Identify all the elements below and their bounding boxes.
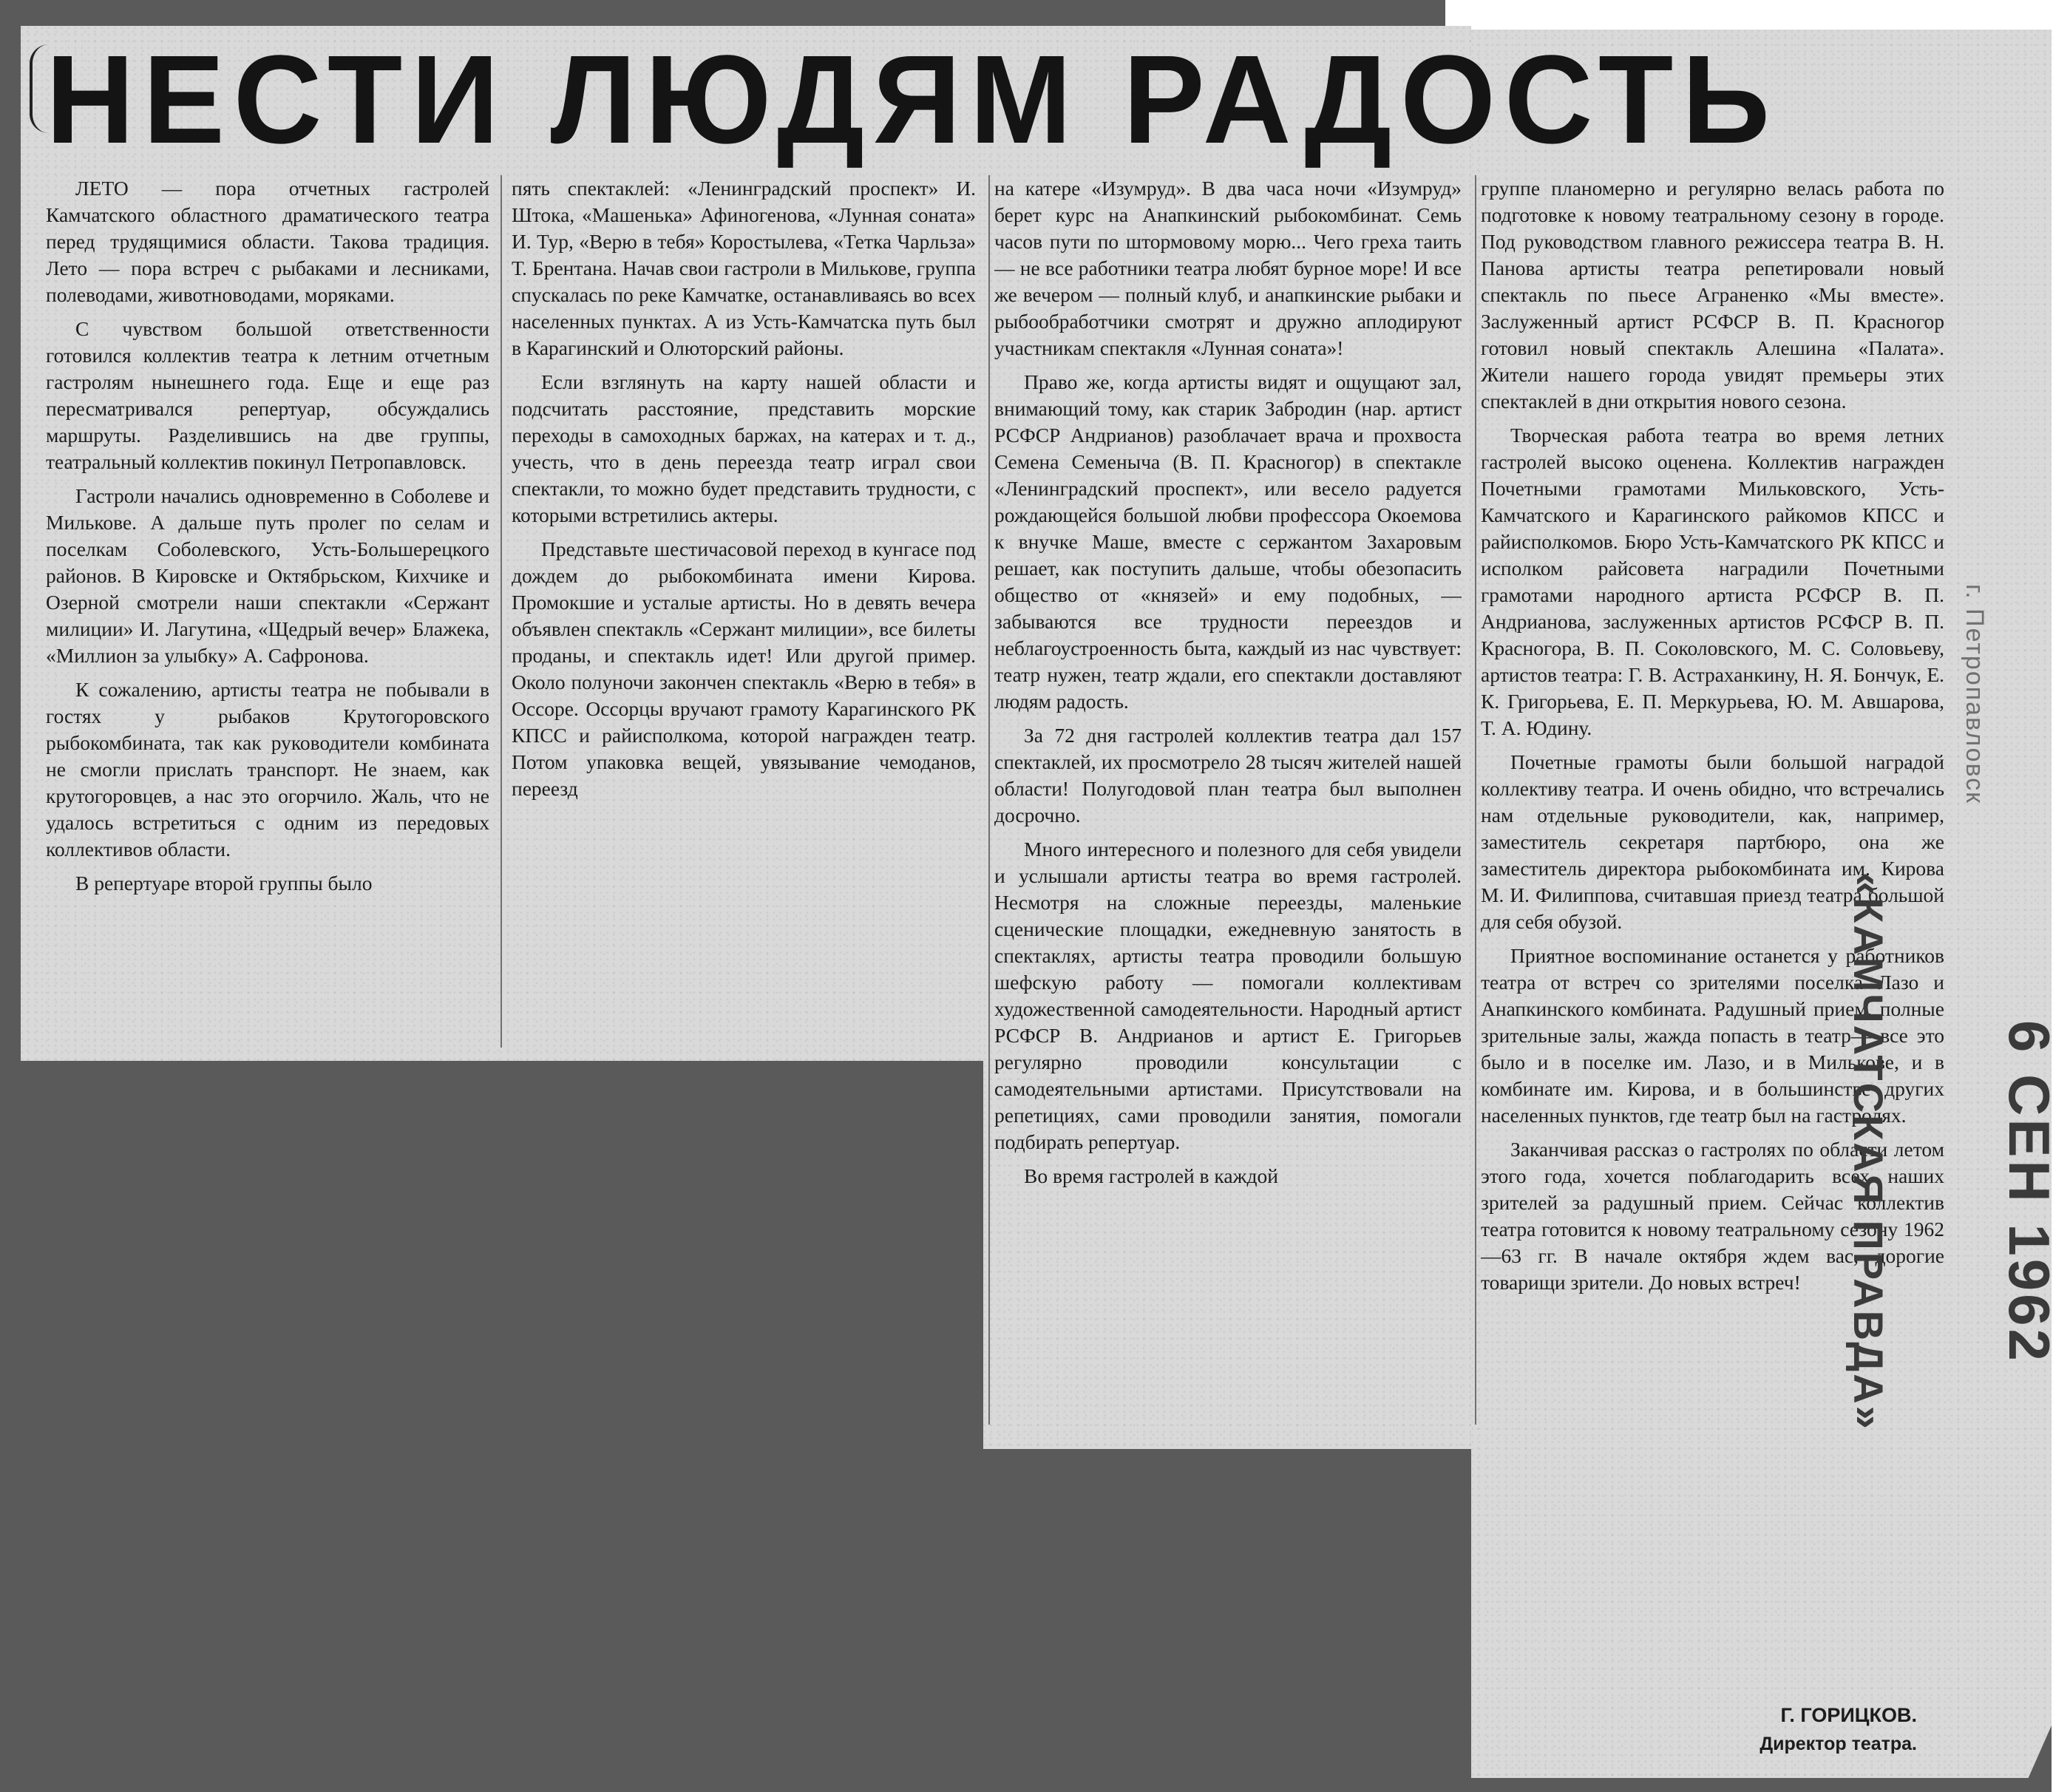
paragraph: Заканчивая рассказ о гастролях по области летом этого года, хочется поблагодарить всех наших зрителей за радушный прием. Сейчас коллектив театра готовится к новому театральному сезону 1962—63 гг. В начале октября ждем вас, дорогие товарищи зрители. До новых встреч! <box>1481 1138 1944 1294</box>
paragraph: группе планомерно и регулярно велась работа по подготовке к новому театральному сезону в городе. Под руководством главного режиссера театра В. Н. Панова артисты театра репетировали новый спектакль по пьесе Аграненко «Мы вместе». Заслуженный артист РСФСР В. П. Красногор готовил новый спектакль Алешина «Палата». Жители нашего города увидят премьеры этих спектаклей в дни открытия нового сезона. <box>1481 177 1944 413</box>
column-rule <box>988 175 990 1425</box>
paragraph: ЛЕТО — пора отчетных гастролей Камчатского областного драматического театра перед трудящимися области. Такова традиция. Лето — пора встреч с рыбаками и лесниками, полеводами, животноводами, моряками. <box>46 177 489 306</box>
source-stamp: «КАМЧАТСКАЯ ПРАВДА» <box>1845 872 1892 1431</box>
article-headline: НЕСТИ ЛЮДЯМ РАДОСТЬ <box>46 30 1779 170</box>
paragraph: Почетные грамоты были большой наградой коллективу театра. И очень обидно, что встречались нам отдельные руководители, как, например, заместитель секретаря партбюро, она же заместитель директора рыбокомбината им. Кирова М. И. Филиппова, считавшая приезд театра большой для себя обузой. <box>1481 750 1944 933</box>
article-column-1 <box>46 175 489 1055</box>
paragraph: В репертуаре второй группы было <box>75 872 373 895</box>
paragraph: Право же, когда артисты видят и ощущают зал, внимающий тому, как старик Забродин (нар. артист РСФСР Андрианов) разоблачает врача и прохвоста Семена Семеныча (В. П. Красногор) в спектакле «Ленинградский проспект», или весело радуется рождающейся большой любви профессора Окоемова к внучке Маше, вместе с сержантом Захаровым решает, как поступить дальше, чтобы обезопасить общество от «князей» и ему подобных, — забываются все трудности переездов и неблагоустроенность быта, каждый из нас чувствует: театр нужен, театр ждали, его спектакли доставляют людям радость. <box>994 370 1462 713</box>
paragraph: Много интересного и полезного для себя увидели и услышали артисты театра во время гастролей. Несмотря на сложные переезды, маленькие сценические площадки, ежедневную занятость в спектаклях, артисты театра проводили большую шефскую работу — помогали коллективам художественной самодеятельности. Народный артист РСФСР В. Андрианов и артист Е. Григорьев регулярно проводили консультации с самодеятельными артистами. Присутствовали на репетициях, сами проводили занятия, помогали подбирать репертуар. <box>994 838 1462 1153</box>
scan-margin-top <box>1445 0 2070 30</box>
source-city-stamp: г. Петропавловск <box>1961 584 1989 805</box>
article-column-2 <box>512 175 976 1055</box>
date-stamp: 6 СЕН 1962 <box>1997 1020 2062 1364</box>
paragraph: К сожалению, артисты театра не побывали в гостях у рыбаков Крутогоровского рыбокомбината, так как руководители комбината не смогли прислать транспорт. Не знаем, как крутогоровцев, а нас это огорчило. Жаль, что не удалось встретиться с одним из передовых коллективов области. <box>46 678 489 861</box>
column-rule <box>500 175 502 1048</box>
paragraph: на катере «Изумруд». В два часа ночи «Изумруд» берет курс на Анапкинский рыбокомбинат. Семь часов пути по штормовому морю... Чего греха таить — не все работники театра любят бурное море! И все же вечером — полный клуб, и анапкинские рыбаки и рыбообработчики смотрят и дружно аплодируют участникам спектакля «Лунная соната»! <box>994 177 1462 359</box>
paragraph: За 72 дня гастролей коллектив театра дал 157 спектаклей, их просмотрело 28 тысяч жителей нашей области! Полугодовой план театра был выполнен досрочно. <box>994 724 1462 827</box>
author-role: Директор театра. <box>1760 1734 1917 1754</box>
paragraph: Если взглянуть на карту нашей области и подсчитать расстояние, представить морские переходы в самоходных баржах, на катерах и т. д., учесть, что в день переезда театр играл свои спектакли, то можно будет представить трудности, с которыми встретились актеры. <box>512 370 976 526</box>
scan-margin-right <box>2052 0 2070 1792</box>
paragraph: Творческая работа театра во время летних гастролей высоко оценена. Коллектив награжден Почетными грамотами Мильковского, Усть-Камчатского и Карагинского райкомов КПСС и райисполкомов. Бюро Усть-Камчатского РК КПСС и исполком райсовета наградили Почетными грамотами народного артиста РСФСР В. П. Андрианова, заслуженных артистов РСФСР В. П. Красногора, В. П. Соколовского, М. С. Соловьеву, артистов театра: Г. В. Астраханкину, Н. Я. Бончук, Е. К. Григорьева, Е. П. Меркурьева, Ю. М. Авшарова, Т. А. Юдину. <box>1481 424 1944 739</box>
column-rule <box>1475 175 1476 1425</box>
paragraph: Представьте шестичасовой переход в кунгасе под дождем до рыбокомбината имени Кирова. Промокшие и усталые артисты. Но в девять вечера объявлен спектакль «Сержант милиции», все билеты проданы, и спектакль идет! Или другой пример. Около полуночи закончен спектакль «Верю в тебя» в Оссоре. Оссорцы вручают грамоту Карагинского РК КПСС и райисполкома, которой награжден театр. Потом упаковка вещей, увязывание чемоданов, переезд <box>512 537 976 800</box>
paragraph: С чувством большой ответственности готовился коллектив театра к летним отчетным гастролям нынешнего года. Еще и еще раз пересматривался репертуар, обсуждались маршруты. Разделившись на две группы, театральный коллектив покинул Петропавловск. <box>46 317 489 473</box>
paragraph: Во время гастролей в каждой <box>1024 1164 1279 1187</box>
paragraph: Приятное воспоминание останется у работников театра от встреч со зрителями поселка Лазо и Анапкинского комбината. Радушный прием, полные зрительные залы, жажда попасть в театр— все это было и в поселке им. Лазо, и в Милькове, и в комбинате им. Кирова, и в большинстве других населенных пунктов, где театр был на гастролях. <box>1481 944 1944 1127</box>
article-column-3 <box>994 175 1462 1439</box>
author-signature: Г. ГОРИЦКОВ. <box>1780 1704 1917 1726</box>
paragraph: пять спектаклей: «Ленинградский проспект» И. Штока, «Машенька» Афиногенова, «Лунная соната» И. Тур, «Верю в тебя» Коростылева, «Тетка Чарльза» Т. Брентана. Начав свои гастроли в Милькове, группа спускалась по реке Камчатке, останавливаясь во всех населенных пунктах. А из Усть-Камчатска путь был в Карагинский и Олюторский районы. <box>512 177 976 359</box>
paragraph: Гастроли начались одновременно в Соболеве и Милькове. А дальше путь пролег по селам и поселкам Соболевского, Усть-Большерецкого районов. В Кировске и Октябрьском, Кихчике и Озерной смотрели наши спектакли «Сержант милиции» И. Лагутина, «Щедрый вечер» Блажека, «Миллион за улыбку» А. Сафронова. <box>46 484 489 667</box>
